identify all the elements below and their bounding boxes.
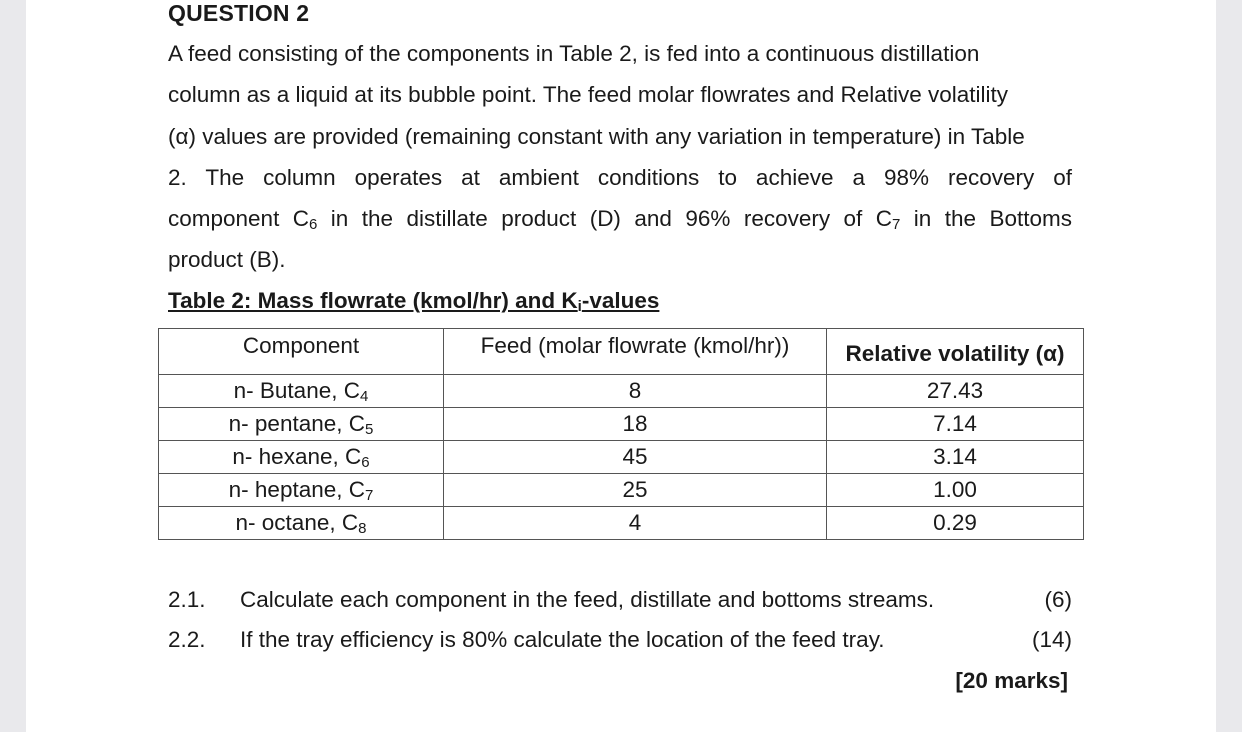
- cell-feed: 4: [444, 507, 827, 540]
- paragraph-text: in the Bottoms: [900, 206, 1073, 232]
- cell-alpha: 27.43: [827, 375, 1084, 408]
- sub-question-marks: (14): [1031, 627, 1072, 652]
- cell-feed: 18: [444, 408, 827, 441]
- sub-question-number: 2.2.: [168, 627, 206, 652]
- cell-alpha: 0.29: [827, 507, 1084, 540]
- paragraph-line: column as a liquid at its bubble point. The feed molar flowrates and Relative volatility: [168, 82, 1009, 108]
- cell-feed: 45: [444, 441, 827, 474]
- cell-component: n- Butane, $C_4$: [159, 375, 444, 408]
- cell-feed: 8: [444, 375, 827, 408]
- paragraph-line: (α) values are provided (remaining constant with any variation in temperature) in Table: [168, 123, 1025, 149]
- sub-question-number: 2.1.: [168, 587, 206, 612]
- cell-alpha: 3.14: [827, 441, 1084, 474]
- total-marks: [20 marks]: [955, 668, 1068, 693]
- paragraph-text: in the distillate product (D) and 96% recovery of C: [317, 206, 893, 232]
- cell-component: n- pentane, $C_5$: [159, 408, 444, 441]
- table-caption: [168, 288, 659, 314]
- subscript: 7: [892, 216, 901, 234]
- table-row: [159, 507, 1084, 540]
- cell-component: n- heptane, $C_7$: [159, 474, 444, 507]
- question-heading: QUESTION 2: [168, 0, 310, 26]
- table-header-row: [159, 329, 1084, 375]
- cell-component: n- hexane, $C_6$: [159, 441, 444, 474]
- table-row: [159, 408, 1084, 441]
- caption-subscript: i: [577, 298, 582, 315]
- cell-component: n- octane, $C_8$: [159, 507, 444, 540]
- cell-alpha: 1.00: [827, 474, 1084, 507]
- caption-text: Table 2: Mass flowrate (kmol/hr) and K: [168, 288, 578, 313]
- sub-question-text: Calculate each component in the feed, distillate and bottoms streams.: [240, 587, 935, 612]
- table-row: [159, 375, 1084, 408]
- table-row: [159, 474, 1084, 507]
- components-table: [158, 328, 1084, 540]
- cell-alpha: 7.14: [827, 408, 1084, 441]
- paragraph-line: A feed consisting of the components in Table 2, is fed into a continuous distillation: [168, 41, 980, 66]
- paragraph-line: product (B).: [168, 247, 286, 273]
- header-alpha: Relative volatility (α): [827, 329, 1084, 375]
- cell-feed: 25: [444, 474, 827, 507]
- paragraph-line: 2. The column operates at ambient conditions to achieve a 98% recovery of: [168, 164, 1072, 190]
- question-paragraph: [168, 33, 1072, 281]
- sub-question-marks: (6): [1044, 587, 1072, 612]
- sub-question-text: If the tray efficiency is 80% calculate the location of the feed tray.: [240, 627, 885, 652]
- table-row: [159, 441, 1084, 474]
- caption-text: -values: [581, 288, 660, 313]
- subscript: 6: [309, 216, 318, 234]
- header-component: Component: [159, 329, 444, 375]
- paragraph-text: component C: [168, 206, 310, 232]
- header-feed: Feed (molar flowrate (kmol/hr)): [444, 329, 827, 375]
- paragraph-line: [168, 198, 1072, 239]
